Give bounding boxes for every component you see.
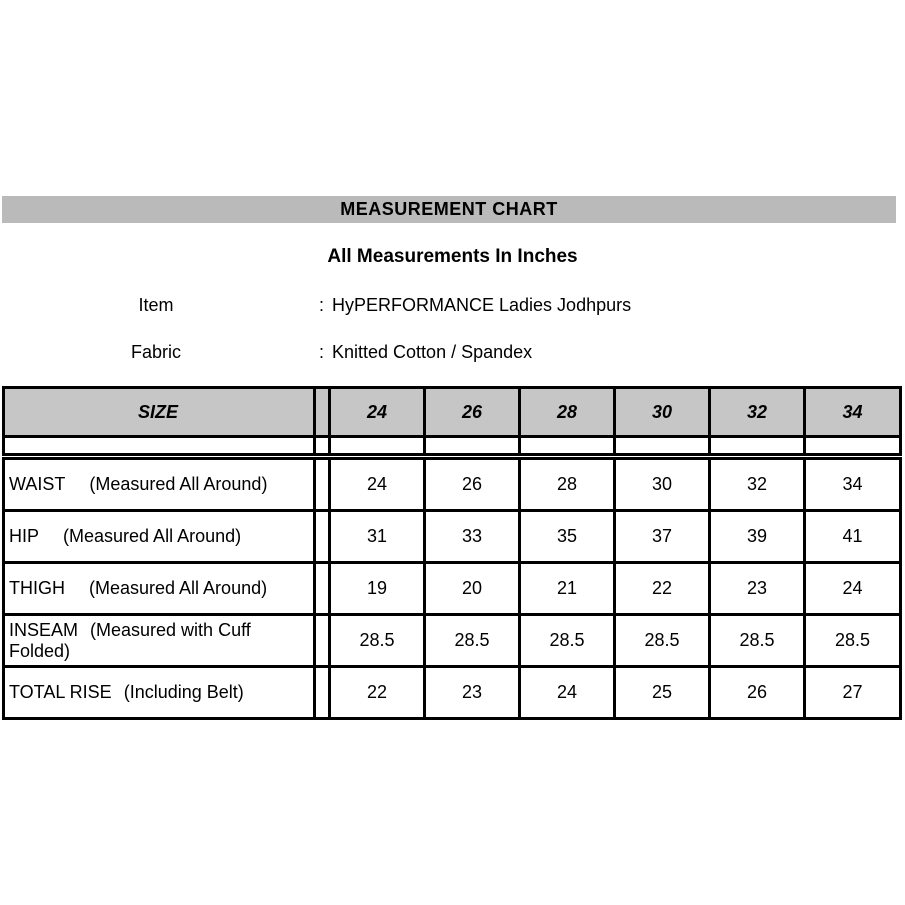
size-col-header: 34: [805, 388, 901, 437]
row-total-rise: [4, 667, 901, 719]
measurement-value-cell: 34: [805, 459, 901, 511]
measurement-table: [2, 457, 902, 720]
size-header-row: [4, 388, 901, 437]
measurement-value-cell: 39: [710, 511, 805, 563]
row-label-cell: [4, 615, 315, 667]
measurement-value-cell: 33: [425, 511, 520, 563]
measurement-value-cell: 25: [615, 667, 710, 719]
spacer-cell: [330, 437, 425, 455]
measurement-value-cell: 22: [330, 667, 425, 719]
measurement-value-cell: 26: [710, 667, 805, 719]
spacer-row: [4, 437, 901, 455]
spacer-cell: [615, 437, 710, 455]
fabric-value: Knitted Cotton / Spandex: [332, 342, 533, 362]
item-label: Item: [138, 295, 174, 315]
gap-cell: [315, 615, 330, 667]
measurement-value-cell: 28.5: [805, 615, 901, 667]
measurement-value-cell: 28.5: [615, 615, 710, 667]
spacer-cell: [710, 437, 805, 455]
measurement-value-cell: 28.5: [330, 615, 425, 667]
measurement-value-cell: 31: [330, 511, 425, 563]
row-label-cell: [4, 459, 315, 511]
row-inseam: [4, 615, 901, 667]
measurement-value-cell: 41: [805, 511, 901, 563]
row-note: (Measured All Around): [89, 474, 268, 494]
gap-header-cell: [315, 388, 330, 437]
row-waist: [4, 459, 901, 511]
row-label: WAIST: [9, 474, 66, 494]
size-col-header: 24: [330, 388, 425, 437]
row-note: (Measured All Around): [63, 526, 242, 546]
spacer-cell: [520, 437, 615, 455]
size-col-header: 32: [710, 388, 805, 437]
row-note: (Measured with Cuff Folded): [9, 619, 251, 661]
gap-cell: [315, 563, 330, 615]
measurement-value-cell: 27: [805, 667, 901, 719]
fabric-label: Fabric: [130, 342, 181, 362]
size-col-header: 28: [520, 388, 615, 437]
gap-cell: [315, 667, 330, 719]
gap-cell: [315, 459, 330, 511]
measurement-value-cell: 23: [425, 667, 520, 719]
measurement-value-cell: 26: [425, 459, 520, 511]
measurement-value-cell: 19: [330, 563, 425, 615]
measurement-value-cell: 30: [615, 459, 710, 511]
measurement-value-cell: 37: [615, 511, 710, 563]
row-label: TOTAL RISE: [9, 682, 112, 702]
size-col-header: 30: [615, 388, 710, 437]
measurement-value-cell: 28.5: [710, 615, 805, 667]
page-title: MEASUREMENT CHART: [340, 199, 558, 219]
spacer-cell: [425, 437, 520, 455]
row-label: HIP: [9, 526, 40, 546]
measurement-value-cell: 24: [520, 667, 615, 719]
spacer-cell: [315, 437, 330, 455]
row-thigh: [4, 563, 901, 615]
spacer-cell: [805, 437, 901, 455]
fabric-colon: :: [319, 342, 325, 362]
measurement-value-cell: 35: [520, 511, 615, 563]
size-col-header: 26: [425, 388, 520, 437]
gap-cell: [315, 511, 330, 563]
size-header-cell: SIZE: [4, 388, 315, 437]
measurement-value-cell: 28.5: [520, 615, 615, 667]
row-label-cell: [4, 563, 315, 615]
measurement-value-cell: 22: [615, 563, 710, 615]
item-colon: :: [319, 295, 325, 315]
measurement-value-cell: 32: [710, 459, 805, 511]
measurement-value-cell: 24: [330, 459, 425, 511]
size-header-table: [2, 386, 902, 456]
measurement-value-cell: 28.5: [425, 615, 520, 667]
measurement-value-cell: 20: [425, 563, 520, 615]
fabric-row: [0, 342, 905, 364]
measurement-value-cell: 24: [805, 563, 901, 615]
measurement-value-cell: 23: [710, 563, 805, 615]
title-bar: [2, 196, 896, 223]
subtitle: All Measurements In Inches: [327, 246, 578, 267]
row-label: INSEAM: [9, 619, 79, 640]
row-label: THIGH: [9, 578, 65, 598]
row-hip: [4, 511, 901, 563]
item-row: [0, 295, 905, 317]
row-note: (Measured All Around): [89, 578, 268, 598]
spacer-cell: [4, 437, 315, 455]
row-label-cell: [4, 667, 315, 719]
measurement-value-cell: 21: [520, 563, 615, 615]
measurement-value-cell: 28: [520, 459, 615, 511]
item-value: HyPERFORMANCE Ladies Jodhpurs: [332, 295, 632, 315]
row-label-cell: [4, 511, 315, 563]
row-note: (Including Belt): [123, 682, 244, 702]
